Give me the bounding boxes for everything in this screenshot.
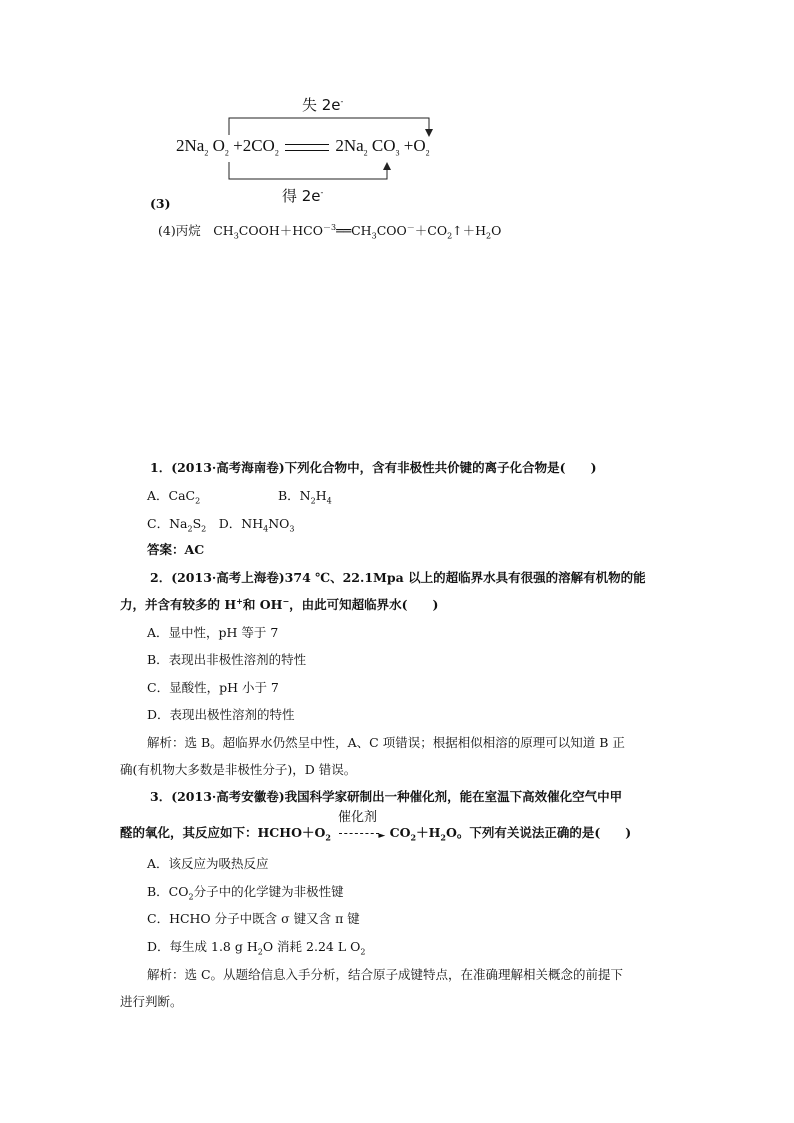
q3-stem-line2: 醛的氧化，其反应如下：$HCHO+O_2$ ► $CO_2+H_2O$。下列有关说法正确的是( ) [120, 825, 632, 843]
lose-electrons-label: 失 2e- [302, 96, 344, 114]
q2-option-b: B．表现出非极性溶剂的特性 [147, 652, 307, 667]
catalyst-label: 催化剂 [338, 810, 378, 825]
item-3-label: (3) [150, 196, 171, 211]
q3-option-a: A．该反应为吸热反应 [147, 856, 269, 871]
item-4-equation: (4)丙烷 $CH_3COOH+HCO^{-3}══CH_3COO^-+CO_2↑+H_2O$ [158, 222, 502, 241]
q1-options-c-d: C．$Na_2S_2$ D．$NH_4NO_3$ [147, 516, 295, 534]
q1-option-b: B．$N_2H_4$ [278, 488, 332, 506]
gain-electrons-label: 得 2e- [282, 187, 324, 205]
q3-analysis-line2: 进行判断。 [120, 994, 183, 1009]
q2-option-d: D．表现出极性溶剂的特性 [147, 707, 295, 722]
q1-answer: 答案：AC [147, 542, 205, 557]
q1-stem: 1．(2013·高考海南卷)下列化合物中，含有非极性共价键的离子化合物是( ) [150, 460, 597, 475]
q2-analysis-line1: 解析：选 B。超临界水仍然呈中性，A、C 项错误；根据相似相溶的原理可以知道 B 正 [147, 735, 625, 750]
q2-stem-line2: 力，并含有较多的 H+和 OH−，由此可知超临界水( ) [120, 595, 439, 612]
q3-stem-line1: 3．(2013·高考安徽卷)我国科学家研制出一种催化剂，能在室温下高效催化空气中甲 [150, 789, 623, 804]
q2-analysis-line2: 确(有机物大多数是非极性分子)，D 错误。 [120, 762, 357, 777]
electron-transfer-arrows [0, 0, 794, 240]
q2-stem-line1: 2．(2013·高考上海卷)374 ℃、22.1Mpa 以上的超临界水具有很强的溶解有机物的能 [150, 570, 646, 585]
q3-option-d: D．每生成 1.8 g $H_2O$ 消耗 2.24 L $O_2$ [147, 939, 366, 957]
q2-option-c: C．显酸性，pH 小于 7 [147, 680, 279, 695]
q3-option-c: C．HCHO 分子中既含 σ 键又含 π 键 [147, 911, 360, 926]
reaction-arrow: ► [335, 829, 385, 839]
q3-option-b: B．$CO_2$分子中的化学键为非极性键 [147, 884, 344, 902]
q3-analysis-line1: 解析：选 C。从题给信息入手分析，结合原子成键特点，在准确理解相关概念的前提下 [147, 967, 624, 982]
q2-option-a: A．显中性，pH 等于 7 [147, 625, 279, 640]
equals-sign [285, 144, 329, 151]
redox-equation: $2Na_2$ $O_2 +2CO_2$ $2Na_2$ $CO_3 +O_2$ [176, 136, 430, 158]
q1-option-a: A．CaC$_2$ [147, 488, 201, 506]
